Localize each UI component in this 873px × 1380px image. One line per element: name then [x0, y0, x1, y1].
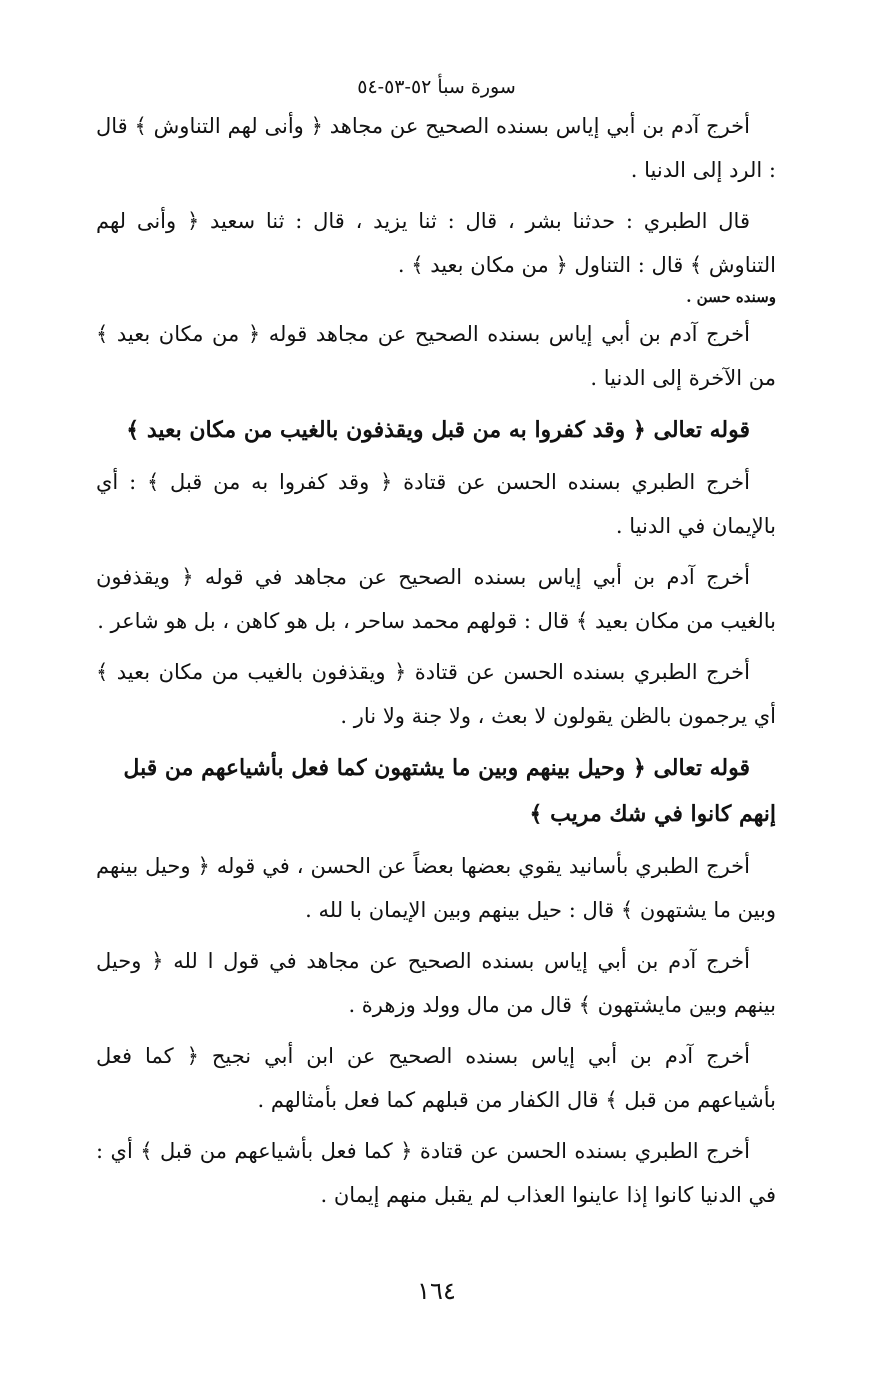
paragraph: أخرج آدم بن أبي إياس بسنده الصحيح عن مجاهد ﴿ وأنى لهم التناوش ﴾ قال : الرد إلى الدنيا . [96, 114, 776, 182]
paragraph: قال الطبري : حدثنا بشر ، قال : ثنا يزيد ، قال : ثنا سعيد ﴿ وأنى لهم التناوش ﴾ قال : التناول ﴿ من مكان بعيد ﴾ . [96, 209, 776, 277]
running-header: سورة سبأ ٥٢-٥٣-٥٤ [357, 76, 516, 98]
page-number: ١٦٤ [417, 1277, 456, 1305]
paragraph: أخرج الطبري بأسانيد يقوي بعضها بعضاً عن الحسن ، في قوله ﴿ وحيل بينهم وبين ما يشتهون ﴾ قال : حيل بينهم وبين الإيمان با لله . [96, 854, 776, 922]
isnad-note: وسنده حسن . [686, 288, 776, 306]
paragraph: أخرج آدم بن أبي إياس بسنده الصحيح عن مجاهد في قوله ﴿ ويقذفون بالغيب من مكان بعيد ﴾ قال : قولهم محمد ساحر ، بل هو كاهن ، بل هو شاعر . [96, 565, 776, 633]
paragraph: أخرج الطبري بسنده الحسن عن قتادة ﴿ كما فعل بأشياعهم من قبل ﴾ أي : في الدنيا كانوا إذا عاينوا العذاب لم يقبل منهم إيمان . [96, 1139, 776, 1207]
paragraph: أخرج آدم بن أبي إياس بسنده الصحيح عن مجاهد قوله ﴿ من مكان بعيد ﴾ من الآخرة إلى الدنيا . [96, 322, 776, 390]
verse-heading: قوله تعالى ﴿ وحيل بينهم وبين ما يشتهون كما فعل بأشياعهم من قبل إنهم كانوا في شك مريب ﴾ [123, 755, 776, 827]
paragraph: أخرج آدم بن أبي إياس بسنده الصحيح عن ابن أبي نجيح ﴿ كما فعل بأشياعهم من قبل ﴾ قال الكفار من قبلهم كما فعل بأمثالهم . [96, 1044, 776, 1112]
page-body [96, 104, 776, 1224]
verse-heading: قوله تعالى ﴿ وقد كفروا به من قبل ويقذفون بالغيب من مكان بعيد ﴾ [126, 417, 750, 443]
paragraph: أخرج آدم بن أبي إياس بسنده الصحيح عن مجاهد في قول ا لله ﴿ وحيل بينهم وبين مايشتهون ﴾ قال من مال وولد وزهرة . [96, 949, 776, 1017]
paragraph: أخرج الطبري بسنده الحسن عن قتادة ﴿ ويقذفون بالغيب من مكان بعيد ﴾ أي يرجمون بالظن يقولون لا بعث ، ولا جنة ولا نار . [96, 660, 776, 728]
paragraph: أخرج الطبري بسنده الحسن عن قتادة ﴿ وقد كفروا به من قبل ﴾ : أي بالإيمان في الدنيا . [96, 470, 776, 538]
